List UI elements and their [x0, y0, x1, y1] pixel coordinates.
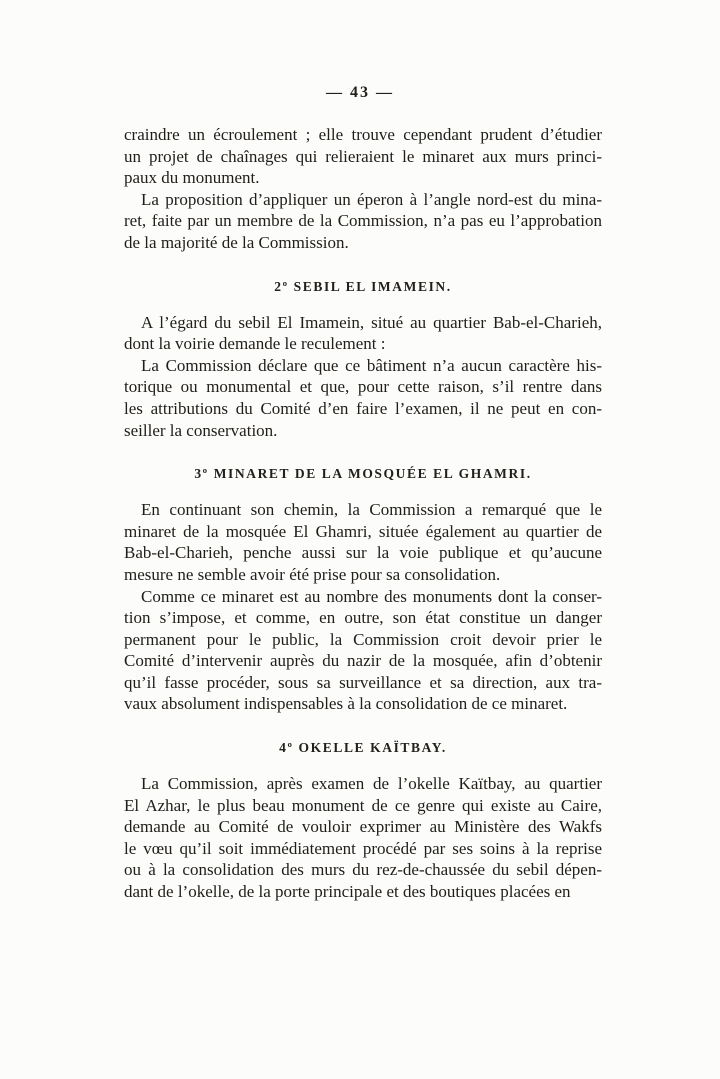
- paragraph: [124, 773, 602, 903]
- text-line: La Commission déclare que ce bâtiment n’a aucun caractère his-: [141, 355, 602, 375]
- text-line: de la majorité de la Commission.: [124, 232, 349, 252]
- text-line: El Azhar, le plus beau monument de ce genre qui existe au Caire,: [124, 795, 602, 815]
- text-line: Comme ce minaret est au nombre des monuments dont la conser-: [141, 586, 602, 606]
- text-line: En continuant son chemin, la Commission a remarqué que le: [141, 500, 602, 520]
- section-heading-okelle-kaitbay: 4º OKELLE KAÏTBAY.: [279, 740, 447, 756]
- text-line: les attributions du Comité d’en faire l’examen, il ne peut en con-: [124, 398, 602, 418]
- text-block: [124, 124, 602, 903]
- section-heading-minaret-el-ghamri: 3º MINARET DE LA MOSQUÉE EL GHAMRI.: [194, 466, 532, 482]
- text-line: torique ou monumental et que, pour cette raison, s’il rentre dans: [124, 377, 602, 397]
- text-line: mesure ne semble avoir été prise pour sa consolidation.: [124, 564, 501, 584]
- paragraph: [124, 586, 602, 716]
- page-number: — 43 —: [326, 84, 394, 101]
- paragraph: [124, 189, 602, 254]
- paragraph: [124, 355, 602, 441]
- text-line: un projet de chaînages qui relieraient le minaret aux murs princi-: [124, 146, 602, 166]
- text-line: craindre un écroulement ; elle trouve cependant prudent d’étudier: [124, 125, 602, 144]
- text-line: Bab-el-Charieh, penche aussi sur la voie publique et qu’aucune: [124, 543, 602, 563]
- text-line: La Commission, après examen de l’okelle Kaïtbay, au quartier: [141, 774, 602, 794]
- text-line: ou à la consolidation des murs du rez-de-chaussée du sebil dépen-: [124, 860, 602, 880]
- text-line: vaux absolument indispensables à la consolidation de ce minaret.: [124, 694, 568, 714]
- text-line: A l’égard du sebil El Imamein, situé au quartier Bab-el-Charieh,: [141, 312, 602, 332]
- paragraph: [124, 124, 602, 189]
- paragraph: [124, 312, 602, 355]
- text-line: dant de l’okelle, de la porte principale et des boutiques placées en: [124, 882, 571, 902]
- text-line: Comité d’intervenir auprès du nazir de la mosquée, afin d’obtenir: [124, 651, 602, 671]
- paragraph: [124, 499, 602, 585]
- text-line: le vœu qu’il soit immédiatement procédé par ses soins à la reprise: [124, 838, 602, 858]
- section-heading-sebil-el-imamein: 2º SEBIL EL IMAMEIN.: [274, 278, 452, 294]
- text-line: dont la voirie demande le reculement :: [124, 334, 386, 354]
- text-line: La proposition d’appliquer un éperon à l’angle nord-est du mina-: [141, 189, 602, 209]
- text-line: seiller la conservation.: [124, 420, 278, 440]
- text-line: qu’il fasse procéder, sous sa surveillance et sa direction, aux tra-: [124, 672, 602, 692]
- text-line: paux du monument.: [124, 168, 260, 188]
- text-line: permanent pour le public, la Commission croit devoir prier le: [124, 629, 602, 649]
- text-line: minaret de la mosquée El Ghamri, située également au quartier de: [124, 521, 602, 541]
- text-line: ret, faite par un membre de la Commission, n’a pas eu l’approbation: [124, 211, 602, 231]
- text-line: tion s’impose, et comme, en outre, son état constitue un danger: [124, 608, 602, 628]
- text-line: demande au Comité de vouloir exprimer au Ministère des Wakfs: [124, 817, 602, 837]
